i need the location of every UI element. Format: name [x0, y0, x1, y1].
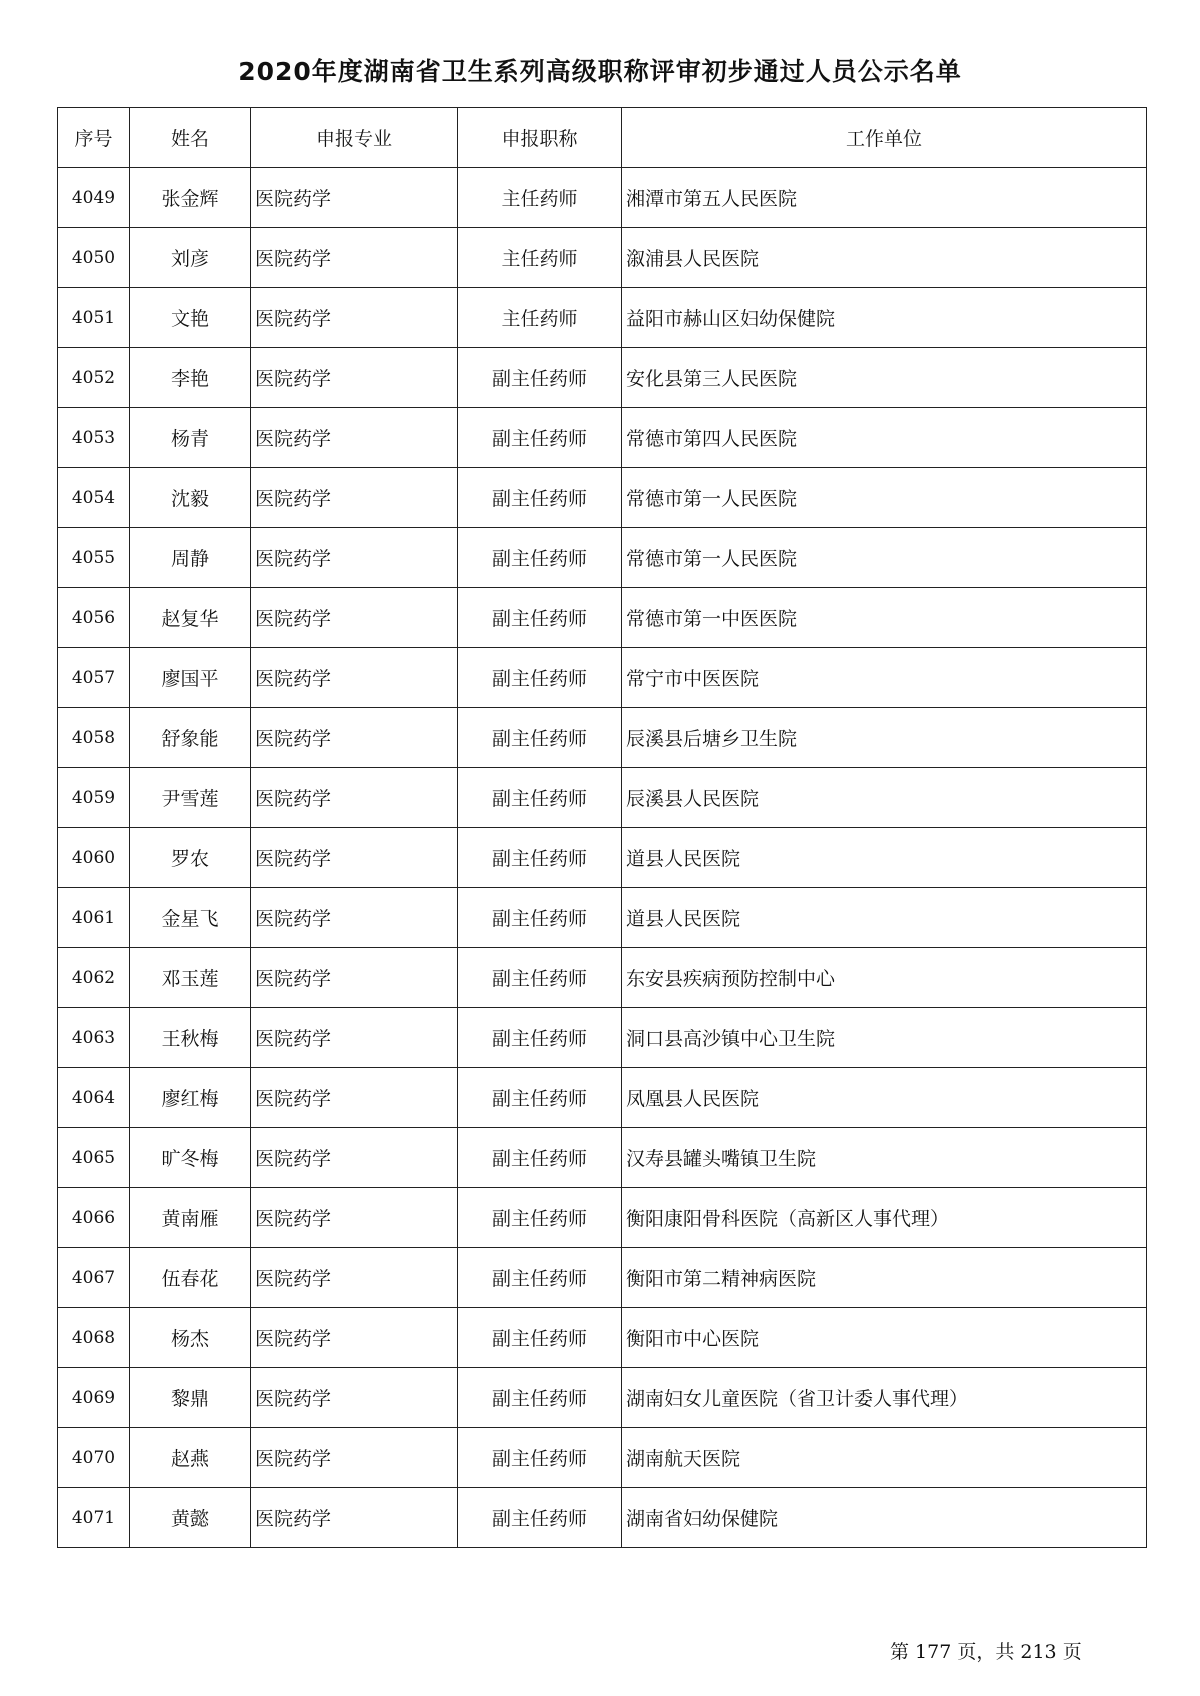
cell-name: 文艳: [130, 288, 251, 348]
table-row: [58, 1428, 1147, 1488]
cell-unit: 衡阳市第二精神病医院: [622, 1248, 1147, 1308]
cell-unit: 辰溪县人民医院: [622, 768, 1147, 828]
cell-unit: 湖南航天医院: [622, 1428, 1147, 1488]
cell-no: 4067: [58, 1248, 130, 1308]
header-name: 姓名: [130, 108, 251, 168]
table-row: [58, 1128, 1147, 1188]
cell-unit: 常德市第一中医医院: [622, 588, 1147, 648]
cell-specialty: 医院药学: [251, 168, 458, 228]
cell-specialty: 医院药学: [251, 648, 458, 708]
cell-no: 4049: [58, 168, 130, 228]
cell-no: 4070: [58, 1428, 130, 1488]
table-row: [58, 528, 1147, 588]
cell-specialty: 医院药学: [251, 1068, 458, 1128]
cell-specialty: 医院药学: [251, 1128, 458, 1188]
cell-specialty: 医院药学: [251, 708, 458, 768]
cell-title: 主任药师: [458, 168, 622, 228]
cell-specialty: 医院药学: [251, 1008, 458, 1068]
cell-specialty: 医院药学: [251, 948, 458, 1008]
cell-name: 邓玉莲: [130, 948, 251, 1008]
cell-unit: 道县人民医院: [622, 888, 1147, 948]
cell-title: 副主任药师: [458, 1128, 622, 1188]
cell-name: 廖红梅: [130, 1068, 251, 1128]
table-row: [58, 228, 1147, 288]
cell-no: 4052: [58, 348, 130, 408]
cell-name: 伍春花: [130, 1248, 251, 1308]
table-body: [58, 168, 1147, 1548]
cell-name: 黄南雁: [130, 1188, 251, 1248]
cell-specialty: 医院药学: [251, 1368, 458, 1428]
cell-no: 4060: [58, 828, 130, 888]
cell-name: 旷冬梅: [130, 1128, 251, 1188]
cell-specialty: 医院药学: [251, 1188, 458, 1248]
table-row: [58, 828, 1147, 888]
cell-unit: 常德市第一人民医院: [622, 528, 1147, 588]
cell-title: 副主任药师: [458, 1008, 622, 1068]
cell-name: 黎鼎: [130, 1368, 251, 1428]
cell-title: 副主任药师: [458, 468, 622, 528]
cell-name: 杨青: [130, 408, 251, 468]
cell-no: 4068: [58, 1308, 130, 1368]
cell-title: 副主任药师: [458, 1188, 622, 1248]
header-specialty: 申报专业: [251, 108, 458, 168]
table-row: [58, 1188, 1147, 1248]
cell-no: 4053: [58, 408, 130, 468]
cell-name: 张金辉: [130, 168, 251, 228]
cell-specialty: 医院药学: [251, 528, 458, 588]
cell-title: 副主任药师: [458, 948, 622, 1008]
cell-title: 副主任药师: [458, 1248, 622, 1308]
cell-name: 金星飞: [130, 888, 251, 948]
cell-no: 4057: [58, 648, 130, 708]
cell-no: 4064: [58, 1068, 130, 1128]
cell-unit: 益阳市赫山区妇幼保健院: [622, 288, 1147, 348]
cell-unit: 东安县疾病预防控制中心: [622, 948, 1147, 1008]
cell-unit: 溆浦县人民医院: [622, 228, 1147, 288]
cell-specialty: 医院药学: [251, 768, 458, 828]
table-row: [58, 1488, 1147, 1548]
cell-title: 副主任药师: [458, 1308, 622, 1368]
cell-title: 副主任药师: [458, 1428, 622, 1488]
table-row: [58, 588, 1147, 648]
cell-specialty: 医院药学: [251, 288, 458, 348]
cell-unit: 常德市第一人民医院: [622, 468, 1147, 528]
cell-specialty: 医院药学: [251, 468, 458, 528]
cell-name: 沈毅: [130, 468, 251, 528]
cell-title: 副主任药师: [458, 588, 622, 648]
cell-no: 4066: [58, 1188, 130, 1248]
cell-specialty: 医院药学: [251, 1428, 458, 1488]
table-row: [58, 708, 1147, 768]
header-title: 申报职称: [458, 108, 622, 168]
cell-title: 副主任药师: [458, 1368, 622, 1428]
page-number: 第 177 页，共 213 页: [890, 1641, 1082, 1663]
cell-specialty: 医院药学: [251, 408, 458, 468]
cell-no: 4065: [58, 1128, 130, 1188]
cell-name: 刘彦: [130, 228, 251, 288]
cell-title: 主任药师: [458, 228, 622, 288]
table-row: [58, 1068, 1147, 1128]
table-row: [58, 1248, 1147, 1308]
cell-title: 副主任药师: [458, 1068, 622, 1128]
cell-title: 副主任药师: [458, 768, 622, 828]
cell-title: 副主任药师: [458, 1488, 622, 1548]
cell-name: 舒象能: [130, 708, 251, 768]
table-row: [58, 1368, 1147, 1428]
cell-title: 副主任药师: [458, 528, 622, 588]
cell-specialty: 医院药学: [251, 1308, 458, 1368]
cell-no: 4058: [58, 708, 130, 768]
cell-no: 4054: [58, 468, 130, 528]
cell-no: 4062: [58, 948, 130, 1008]
cell-name: 黄懿: [130, 1488, 251, 1548]
document-title: 2020年度湖南省卫生系列高级职称评审初步通过人员公示名单: [238, 57, 962, 86]
cell-unit: 衡阳康阳骨科医院（高新区人事代理）: [622, 1188, 1147, 1248]
cell-no: 4071: [58, 1488, 130, 1548]
cell-unit: 常德市第四人民医院: [622, 408, 1147, 468]
cell-name: 李艳: [130, 348, 251, 408]
cell-no: 4055: [58, 528, 130, 588]
header-no: 序号: [58, 108, 130, 168]
cell-specialty: 医院药学: [251, 828, 458, 888]
cell-specialty: 医院药学: [251, 1488, 458, 1548]
cell-no: 4063: [58, 1008, 130, 1068]
table-row: [58, 888, 1147, 948]
header-unit: 工作单位: [622, 108, 1147, 168]
cell-name: 周静: [130, 528, 251, 588]
table-row: [58, 1308, 1147, 1368]
cell-unit: 辰溪县后塘乡卫生院: [622, 708, 1147, 768]
cell-title: 主任药师: [458, 288, 622, 348]
table-row: [58, 768, 1147, 828]
cell-unit: 衡阳市中心医院: [622, 1308, 1147, 1368]
roster-table: [57, 107, 1147, 1548]
cell-name: 赵复华: [130, 588, 251, 648]
cell-name: 赵燕: [130, 1428, 251, 1488]
cell-title: 副主任药师: [458, 348, 622, 408]
cell-no: 4069: [58, 1368, 130, 1428]
table-row: [58, 648, 1147, 708]
cell-name: 杨杰: [130, 1308, 251, 1368]
table-row: [58, 168, 1147, 228]
cell-no: 4051: [58, 288, 130, 348]
cell-title: 副主任药师: [458, 408, 622, 468]
cell-unit: 安化县第三人民医院: [622, 348, 1147, 408]
cell-unit: 湖南妇女儿童医院（省卫计委人事代理）: [622, 1368, 1147, 1428]
cell-unit: 洞口县高沙镇中心卫生院: [622, 1008, 1147, 1068]
cell-name: 罗农: [130, 828, 251, 888]
cell-title: 副主任药师: [458, 648, 622, 708]
cell-no: 4056: [58, 588, 130, 648]
cell-unit: 汉寿县罐头嘴镇卫生院: [622, 1128, 1147, 1188]
cell-no: 4061: [58, 888, 130, 948]
cell-name: 王秋梅: [130, 1008, 251, 1068]
cell-name: 尹雪莲: [130, 768, 251, 828]
table-row: [58, 348, 1147, 408]
table-row: [58, 468, 1147, 528]
cell-name: 廖国平: [130, 648, 251, 708]
cell-unit: 湘潭市第五人民医院: [622, 168, 1147, 228]
cell-specialty: 医院药学: [251, 588, 458, 648]
table-row: [58, 1008, 1147, 1068]
table-header-row: [58, 108, 1147, 168]
table-row: [58, 288, 1147, 348]
cell-title: 副主任药师: [458, 888, 622, 948]
cell-specialty: 医院药学: [251, 888, 458, 948]
cell-specialty: 医院药学: [251, 1248, 458, 1308]
table-row: [58, 408, 1147, 468]
cell-unit: 道县人民医院: [622, 828, 1147, 888]
cell-specialty: 医院药学: [251, 228, 458, 288]
table-row: [58, 948, 1147, 1008]
cell-unit: 常宁市中医医院: [622, 648, 1147, 708]
cell-no: 4050: [58, 228, 130, 288]
cell-unit: 凤凰县人民医院: [622, 1068, 1147, 1128]
cell-specialty: 医院药学: [251, 348, 458, 408]
cell-no: 4059: [58, 768, 130, 828]
cell-unit: 湖南省妇幼保健院: [622, 1488, 1147, 1548]
cell-title: 副主任药师: [458, 828, 622, 888]
cell-title: 副主任药师: [458, 708, 622, 768]
